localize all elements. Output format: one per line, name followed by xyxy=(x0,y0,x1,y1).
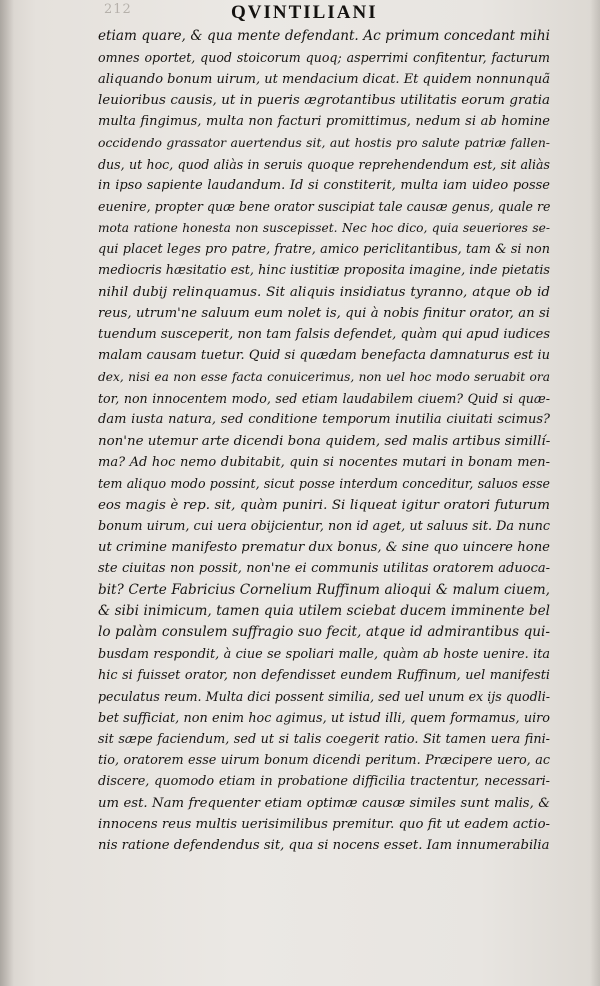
text-line: ma? Ad hoc nemo dubitabit, quin si nocentes mutari in bonam men- xyxy=(98,454,550,470)
text-line: dus, ut hoc, quod aliàs in seruis quoque reprehendendum est, sit aliàs xyxy=(98,156,550,172)
text-line: dam iusta natura, sed conditione temporum inutilia ciuitati scimus? xyxy=(98,412,550,428)
text-line: nihil dubij relinquamus. Sit aliquis insidiatus tyranno, atque ob id xyxy=(98,284,550,300)
text-line: eos magis è rep. sit, quàm puniri. Si liqueat igitur oratori futurum xyxy=(98,497,550,513)
text-line: omnes oportet, quod stoicorum quoq; asperrimi confitentur, facturum xyxy=(98,50,550,66)
text-line: sit sæpe faciendum, sed ut si talis coegerit ratio. Sit tamen uera fini- xyxy=(98,731,550,747)
text-line: leuioribus causis, ut in pueris ægrotantibus utilitatis eorum gratia xyxy=(98,92,550,108)
text-line: tem aliquo modo possint, sicut posse interdum conceditur, saluos esse xyxy=(98,476,550,492)
text-line: multa fingimus, multa non facturi promittimus, nedum si ab homine xyxy=(98,114,550,130)
text-line: innocens reus multis uerisimilibus premitur. quo fit ut eadem actio- xyxy=(98,816,550,832)
page-edge-shadow xyxy=(590,0,600,986)
text-line: etiam quare, & qua mente defendant. Ac primum concedant mihi xyxy=(98,28,550,44)
text-line: reus, utrum'ne saluum eum nolet is, qui à nobis finitur orator, an si xyxy=(98,305,550,321)
running-head: QVINTILIANI xyxy=(231,2,378,23)
text-line: lo palàm consulem suffragio suo fecit, atque id admirantibus qui- xyxy=(98,624,550,641)
text-line: ut crimine manifesto prematur dux bonus, & sine quo uincere hone xyxy=(98,540,550,556)
text-line: tuendum susceperit, non tam falsis defendet, quàm qui apud iudices xyxy=(98,327,550,343)
text-line: nis ratione defendendus sit, qua si nocens esset. Iam innumerabilia xyxy=(98,838,550,854)
text-line: aliquando bonum uirum, ut mendacium dicat. Et quidem nonnunquã xyxy=(98,71,550,87)
text-line: & sibi inimicum, tamen quia utilem sciebat ducem imminente bel xyxy=(98,603,550,620)
text-line: mota ratione honesta non suscepisset. Nec hoc dico, quia seueriores se- xyxy=(98,220,550,235)
text-line: qui placet leges pro patre, fratre, amico periclitantibus, tam & si non xyxy=(98,241,550,257)
text-line: bonum uirum, cui uera obijcientur, non id aget, ut saluus sit. Da nunc xyxy=(98,518,550,534)
text-line: euenire, propter quæ bene orator suscipiat tale causæ genus, quale re xyxy=(98,199,551,215)
text-line: bet sufficiat, non enim hoc agimus, ut istud illi, quem formamus, uiro xyxy=(98,710,550,726)
text-line: mediocris hæsitatio est, hinc iustitiæ proposita imagine, inde pietatis xyxy=(98,263,550,279)
text-line: non'ne utemur arte dicendi bona quidem, sed malis artibus simillí- xyxy=(98,433,551,449)
text-line: malam causam tuetur. Quid si quædam benefacta damnaturus est iu xyxy=(98,348,550,364)
text-line: dex, nisi ea non esse facta conuicerimus, non uel hoc modo seruabit ora xyxy=(98,369,550,384)
text-line: tor, non innocentem modo, sed etiam laudabilem ciuem? Quid si quæ- xyxy=(98,391,550,407)
text-line: tio, oratorem esse uirum bonum dicendi peritum. Præcipere uero, ac xyxy=(98,753,550,769)
text-line: um est. Nam frequenter etiam optimæ causæ similes sunt malis, & xyxy=(98,795,550,811)
text-line: occidendo grassator auertendus sit, aut hostis pro salute patriæ fallen- xyxy=(98,135,550,151)
body-text xyxy=(98,26,550,857)
text-line: discere, quomodo etiam in probatione difficilia tractentur, necessari- xyxy=(98,774,550,790)
text-line: peculatus reum. Multa dici possent similia, sed uel unum ex ijs quodli- xyxy=(98,689,550,705)
text-line: busdam respondit, à ciue se spoliari malle, quàm ab hoste uenire. ita xyxy=(98,646,550,662)
text-line: in ipso sapiente laudandum. Id si constiterit, multa iam uideo posse xyxy=(98,178,550,194)
text-line: hic si fuisset orator, non defendisset eundem Ruffinum, uel manifesti xyxy=(98,667,550,683)
text-line: ste ciuitas non possit, non'ne ei communis utilitas oratorem aduoca- xyxy=(98,561,550,577)
text-line: bit? Certe Fabricius Cornelium Ruffinum alioqui & malum ciuem, xyxy=(98,581,550,598)
page-number: 212 xyxy=(104,2,132,17)
